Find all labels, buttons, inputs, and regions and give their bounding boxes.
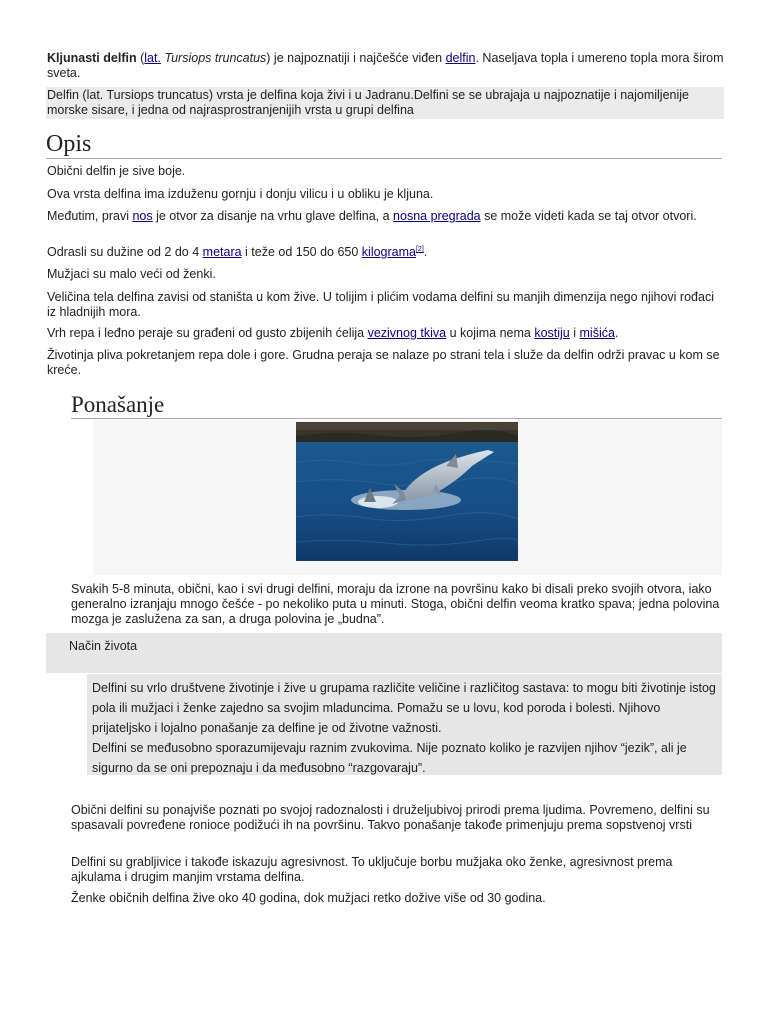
reference-link[interactable]: [2] bbox=[415, 245, 424, 253]
nos-link[interactable]: nos bbox=[132, 209, 153, 223]
opis-paragraph: Obični delfin je sive boje. bbox=[47, 164, 186, 178]
text: Odrasli su dužine od 2 do 4 bbox=[47, 245, 203, 259]
photo-container bbox=[93, 420, 722, 575]
nacin-paragraph: Delfini su vrlo društvene životinje i žive u grupama različite veličine i različitog sastava: to mogu biti životinje istog pola ili mužjaci i ženke zajedno sa svojim mladuncima. Pomažu se u lovu, kod poroda i bolesti. Njihovo prijateljsko i lojalno ponašanje za delfine je od životne važnosti. bbox=[92, 681, 716, 735]
nacin-zivota-label: Način života bbox=[69, 639, 138, 653]
nacin-paragraph: Delfini se međusobno sporazumijevaju raznim zvukovima. Nije poznato koliko je razvijen njihov “jezik”, ali je sigurno da se oni prepoznaju i da međusobno “razgovaraju”. bbox=[92, 741, 687, 775]
text: i bbox=[569, 326, 580, 340]
lat-link[interactable]: lat. bbox=[144, 51, 161, 65]
text: i teže od 150 do 650 bbox=[241, 245, 362, 259]
nosna-pregrada-link[interactable]: nosna pregrada bbox=[393, 209, 481, 223]
opis-paragraph bbox=[47, 326, 723, 341]
kilograma-link[interactable]: kilograma bbox=[361, 245, 416, 259]
nacin-zivota-content bbox=[87, 674, 722, 775]
kostiju-link[interactable]: kostiju bbox=[534, 326, 570, 340]
latin-name: Tursiops truncatus bbox=[160, 51, 267, 65]
heading-opis: Opis bbox=[46, 130, 722, 159]
intro-paragraph bbox=[47, 51, 727, 81]
heading-ponasanje: Ponašanje bbox=[71, 392, 722, 419]
opis-paragraph bbox=[47, 209, 723, 224]
intro-text: ) je najpoznatiji i najčešće viđen bbox=[266, 51, 446, 65]
article-title: Kljunasti delfin bbox=[47, 51, 137, 65]
text: je otvor za disanje na vrhu glave delfina, a bbox=[152, 209, 394, 223]
text: Međutim, pravi bbox=[47, 209, 133, 223]
metara-link[interactable]: metara bbox=[202, 245, 242, 259]
opis-paragraph: Životinja pliva pokretanjem repa dole i gore. Grudna peraja se nalaze po strani tela i služe da delfin održi pravac u kom se kreće. bbox=[47, 348, 720, 377]
opis-paragraph: Ova vrsta delfina ima izduženu gornju i donju vilicu i u obliku je kljuna. bbox=[47, 187, 434, 201]
opis-paragraph: Veličina tela delfina zavisi od staništa u kom žive. U tolijim i plićim vodama delfini su manjih dimenzija nego njihovi rođaci iz hladnijih mora. bbox=[47, 290, 714, 319]
lifespan-paragraph: Ženke običnih delfina žive oko 40 godina, dok mužjaci retko dožive više od 30 godina. bbox=[71, 891, 546, 905]
text: . bbox=[614, 326, 619, 340]
intro-text: . Naseljava topla i umereno topla mora širom sveta. bbox=[47, 51, 724, 80]
opis-paragraph: Mužjaci su malo veći od ženki. bbox=[47, 267, 216, 281]
nacin-zivota-box bbox=[46, 633, 722, 673]
text: u kojima nema bbox=[446, 326, 535, 340]
intro-text: ( bbox=[136, 51, 145, 65]
text: Vrh repa i leđno peraje su građeni od gusto zbijenih ćelija bbox=[47, 326, 368, 340]
delfin-link[interactable]: delfin bbox=[445, 51, 476, 65]
predators-paragraph: Delfini su grabljivice i takođe iskazuju agresivnost. To uključuje borbu mužjaka oko ženke, agresivnost prema ajkulama i drugim manjim vrstama delfina. bbox=[71, 855, 673, 884]
misica-link[interactable]: mišića bbox=[579, 326, 615, 340]
text: . bbox=[423, 245, 428, 259]
opis-paragraph bbox=[47, 245, 723, 260]
breathing-paragraph: Svakih 5-8 minuta, obični, kao i svi drugi delfini, moraju da izrone na površinu kako bi disali preko svojih otvora, iako generalno izranjaju mnogo češće - po nekoliko puta u minuti. Stoga, obični delfin veoma kratko spava; jedna polovina mozga je zaslužena za san, a druga polovina je „budna”. bbox=[71, 582, 720, 626]
intro-summary: Delfin (lat. Tursiops truncatus) vrsta je delfina koja živi i u Jadranu.Delfini se se ubrajaja u najpoznatije i najomiljenije morske sisare, i jedna od najrasprostranjenijih vrsta u grupi delfina bbox=[46, 87, 724, 119]
curiosity-paragraph: Obični delfini su ponajviše poznati po svojoj radoznalosti i druželjubivoj prirodi prema ljudima. Povremeno, delfini su spasavali povređene ronioce podižući ih na površinu. Takvo ponašanje takođe primenjuju prema sopstvenoj vrsti bbox=[71, 803, 710, 832]
vezivnog-tkiva-link[interactable]: vezivnog tkiva bbox=[367, 326, 447, 340]
dolphin-photo[interactable] bbox=[296, 422, 518, 561]
text: se može videti kada se taj otvor otvori. bbox=[480, 209, 697, 223]
